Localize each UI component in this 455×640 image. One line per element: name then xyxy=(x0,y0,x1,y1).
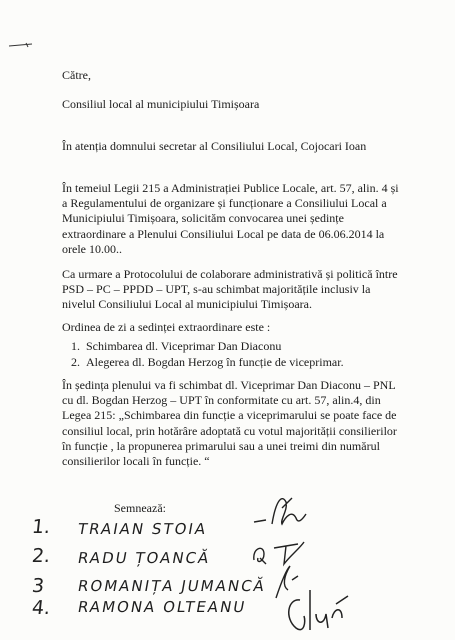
text-line: Municipiului Timișoara, solicităm convocarea unei ședințe xyxy=(62,211,344,226)
signature-label: Semnează: xyxy=(114,501,166,515)
text-line: cu dl. Bogdan Herzog – UPT în conformitate cu art. 57, alin.4, din xyxy=(62,393,381,408)
handwritten-signature xyxy=(282,578,352,638)
pen-mark xyxy=(8,42,34,48)
agenda-intro: Ordinea de zi a sedinței extraordinare este : xyxy=(62,320,271,334)
signatory-name: RAMONA OLTEANU xyxy=(76,598,248,616)
paragraph-request xyxy=(62,181,407,257)
text-line: orele 10.00.. xyxy=(62,241,122,256)
agenda-list xyxy=(62,338,402,370)
handwritten-signature xyxy=(252,490,312,538)
text-line: extraordinare a Plenului Consiliului Local pe data de 06.06.2014 la xyxy=(62,226,385,241)
text-line: În ședința plenului va fi schimbat dl. Viceprimar Dan Diaconu – PNL xyxy=(62,378,396,392)
text-line: Ca urmare a Protocolului de colaborare administrativă și politică între xyxy=(62,267,398,281)
paragraph-law-quote xyxy=(62,378,407,469)
text-line: consiliul local, prin hotărâre adoptată cu votul majorității consilierilor xyxy=(62,423,397,438)
text-line: consilierilor locali în funcție. “ xyxy=(62,454,210,469)
signatory-name: ROMANIȚA JUMANCĂ xyxy=(76,577,268,595)
signatory-number: 4. xyxy=(30,597,52,619)
signatory-number: 3 xyxy=(30,575,46,597)
greeting: Către, xyxy=(62,68,91,82)
text-line: nivelul Consiliului Local al municipiului Timișoara. xyxy=(62,297,312,312)
agenda-text: Alegerea dl. Bogdan Herzog în funcție de viceprimar. xyxy=(86,355,344,369)
text-line: Legea 215: „Schimbarea din funcție a viceprimarului se poate face de xyxy=(62,408,397,423)
signatory-number: 2. xyxy=(30,545,52,567)
agenda-text: Schimbarea dl. Viceprimar Dan Diaconu xyxy=(86,339,282,353)
agenda-number: 2. xyxy=(71,355,80,369)
recipient: Consiliul local al municipiului Timișoara xyxy=(62,97,260,111)
signatory-name: TRAIAN STOIA xyxy=(76,520,209,538)
text-line: în funcție , la propunerea primarului sau a unei treimi din numărul xyxy=(62,438,380,453)
signatory-name: RADU ȚOANCĂ xyxy=(76,549,212,567)
agenda-item xyxy=(62,338,402,354)
text-line: PSD – PC – PPDD – UPT, s-au schimbat majoritățile inclusiv la xyxy=(62,282,371,297)
paragraph-protocol xyxy=(62,267,407,313)
agenda-number: 1. xyxy=(71,339,80,353)
text-line: În temeiul Legii 215 a Administrației Publice Locale, art. 57, alin. 4 și xyxy=(62,181,399,195)
agenda-item xyxy=(62,354,402,370)
signatory-number: 1. xyxy=(30,516,52,538)
text-line: a Regulamentului de organizare și funcționare a Consiliului Local a xyxy=(62,196,387,211)
attention-line: În atenția domnului secretar al Consiliului Local, Cojocari Ioan xyxy=(62,139,367,153)
